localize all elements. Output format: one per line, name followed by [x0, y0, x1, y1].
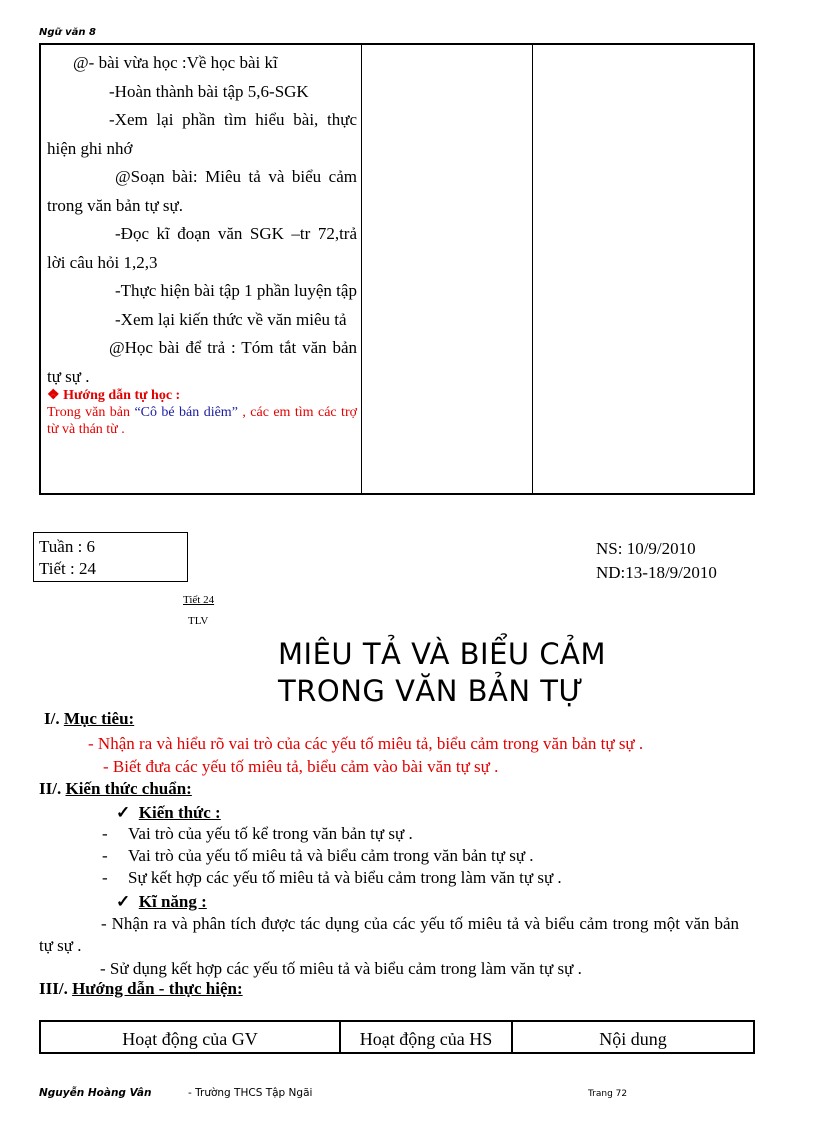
school-name: - Trường THCS Tập Ngãi: [188, 1087, 313, 1099]
knowledge-item: - Vai trò của yếu tố miêu tả và biểu cảm trong văn bản tự sự .: [102, 846, 534, 865]
objective-item: - Biết đưa các yếu tố miêu tả, biểu cảm vào bài văn tự sự .: [103, 757, 499, 776]
homework-line: -Xem lại kiến thức về văn miêu tả: [115, 309, 347, 329]
column-header-student: Hoạt động của HS: [359, 1029, 493, 1049]
self-study-text: Trong văn bản “Cô bé bán diêm” , các em tìm các trợ từ và thán từ .: [47, 405, 358, 437]
table-divider: [361, 45, 362, 493]
column-header-content: Nội dung: [599, 1029, 667, 1049]
title-line-1: MIÊU TẢ VÀ BIỂU CẢM: [278, 637, 606, 671]
homework-line: -Thực hiện bài tập 1 phần luyện tập: [115, 281, 357, 300]
lesson-type: TLV: [188, 615, 209, 627]
homework-line: @- bài vừa học :Về học bài kĩ: [73, 53, 278, 72]
checkmark-icon: ✓: [116, 803, 131, 822]
checkmark-icon: ✓: [116, 892, 131, 911]
homework-line: -Đọc kĩ đoạn văn SGK –tr 72,trả lời câu hỏi 1,2,3: [47, 224, 357, 272]
knowledge-item: - Sự kết hợp các yếu tố miêu tả và biểu cảm trong làm văn tự sự .: [102, 868, 562, 887]
subject-header: Ngữ văn 8: [39, 27, 96, 38]
nd-date: ND:13-18/9/2010: [596, 563, 717, 582]
skill-item: - Sử dụng kết hợp các yếu tố miêu tả và biểu cảm trong làm văn tự sự .: [100, 959, 582, 978]
ns-date: NS: 10/9/2010: [596, 539, 696, 558]
week-label: Tuần : 6: [39, 537, 96, 556]
skill-item: - Nhận ra và phân tích được tác dụng của các yếu tố miêu tả và biểu cảm trong một văn bản tự sự .: [39, 914, 739, 955]
homework-line: @Soạn bài: Miêu tả và biểu cảm trong văn bản tự sự.: [47, 167, 357, 215]
self-study-title: ❖ Hướng dẫn tự học :: [47, 388, 181, 403]
table-divider: [532, 45, 533, 493]
homework-line: -Hoàn thành bài tập 5,6-SGK: [109, 81, 309, 101]
page-title: [278, 636, 606, 710]
objective-item: - Nhận ra và hiểu rõ vai trò của các yếu tố miêu tả, biểu cảm trong văn bản tự sự .: [88, 734, 644, 753]
previous-lesson-table: [39, 43, 755, 495]
lesson-number: Tiết 24: [183, 594, 215, 606]
self-study-guide: [47, 387, 357, 438]
activity-table-header: [39, 1020, 755, 1054]
skills-heading: ✓ Kĩ năng :: [116, 892, 207, 911]
author-name: Nguyễn Hoàng Vân: [39, 1087, 152, 1099]
period-label: Tiết : 24: [39, 559, 97, 578]
dates: [596, 537, 717, 585]
week-box: [33, 532, 188, 582]
page-number: Trang 72: [588, 1089, 628, 1099]
section-3-heading: III/. Hướng dẫn - thực hiện:: [39, 979, 243, 998]
homework-column: [47, 49, 357, 438]
knowledge-item: - Vai trò của yếu tố kể trong văn bản tự sự .: [102, 824, 413, 843]
section-2-heading: II/. Kiến thức chuẩn:: [39, 779, 192, 798]
knowledge-heading: ✓ Kiến thức :: [116, 803, 221, 822]
diamond-bullet-icon: ❖: [47, 388, 60, 403]
homework-line: @Học bài để trả : Tóm tắt văn bản tự sự .: [47, 338, 357, 386]
title-line-2: TRONG VĂN BẢN TỰ: [278, 674, 584, 708]
column-header-teacher: Hoạt động của GV: [122, 1029, 258, 1049]
story-title: “Cô bé bán diêm”: [134, 405, 238, 420]
section-1-heading: I/. Mục tiêu:: [44, 709, 135, 728]
homework-line: -Xem lại phần tìm hiểu bài, thực hiện ghi nhớ: [47, 110, 357, 158]
